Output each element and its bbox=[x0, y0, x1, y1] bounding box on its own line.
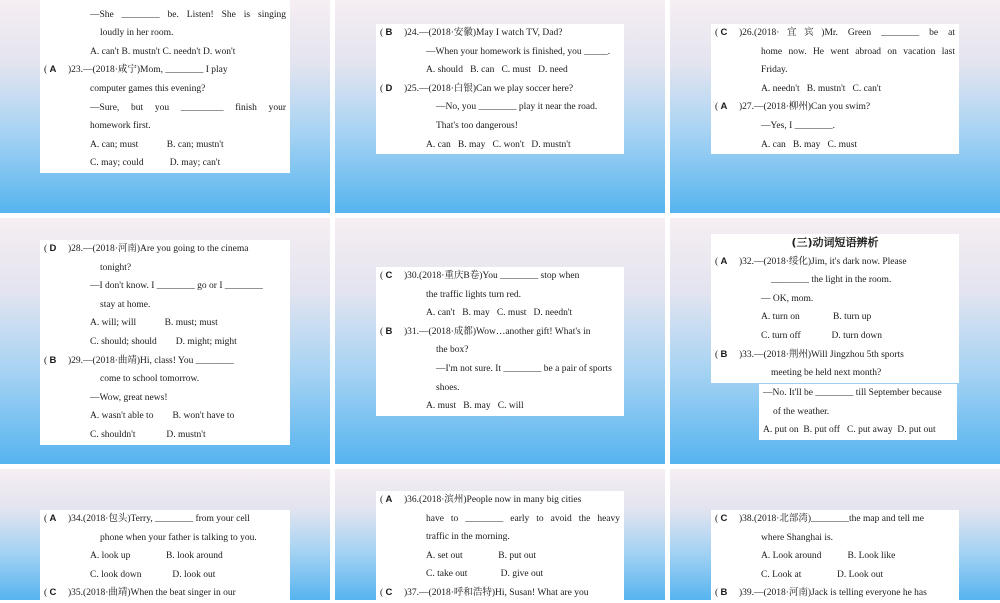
question-line bbox=[376, 379, 624, 398]
question-line bbox=[711, 346, 959, 365]
question-line bbox=[376, 98, 624, 117]
answer-bracket: ( B bbox=[715, 348, 728, 360]
question-line bbox=[711, 529, 959, 548]
answer-bracket: ( C bbox=[380, 270, 393, 281]
question-text: )36.(2018·滨州)People now in many big cities bbox=[404, 495, 582, 505]
options-line bbox=[40, 136, 290, 155]
answer-bracket: ( D bbox=[380, 82, 393, 94]
question-text: )23.—(2018·咸宁)Mom, ________ I play bbox=[68, 65, 228, 76]
options-text: A. can; must B. can; mustn't bbox=[90, 139, 224, 150]
options-line bbox=[40, 426, 290, 445]
question-text: )28.—(2018·河南)Are you going to the cinema bbox=[68, 244, 249, 254]
question-text: )38.(2018·北部湾)________the map and tell me bbox=[739, 514, 924, 524]
question-card bbox=[711, 234, 959, 383]
question-text: homework first. bbox=[90, 121, 151, 132]
question-line bbox=[376, 528, 624, 547]
question-text: shoes. bbox=[436, 382, 460, 393]
question-line bbox=[376, 43, 624, 62]
question-text: )37.—(2018·呼和浩特)Hi, Susan! What are you bbox=[404, 587, 589, 598]
question-text: home now. He went abroad on vacation last bbox=[761, 46, 955, 57]
answer-bracket: ( A bbox=[715, 101, 728, 113]
question-text: phone when your father is talking to you. bbox=[100, 532, 257, 543]
question-line bbox=[711, 290, 959, 309]
answer-bracket: ( C bbox=[380, 586, 393, 598]
question-line bbox=[376, 24, 624, 43]
question-text: —Sure, but you _________ finish your bbox=[90, 102, 286, 113]
question-text: )24.—(2018·安徽)May I watch TV, Dad? bbox=[404, 28, 563, 38]
question-line bbox=[40, 529, 290, 548]
options-text: A. put on B. put off C. put away D. put out bbox=[763, 425, 936, 436]
question-text: )26.(2018·宜宾)Mr. Green ________ be at bbox=[739, 28, 955, 38]
question-card bbox=[40, 240, 290, 445]
options-text: C. should; should D. might; might bbox=[90, 336, 237, 347]
question-line bbox=[711, 271, 959, 290]
options-line bbox=[711, 80, 959, 99]
question-line bbox=[711, 61, 959, 80]
options-text: A. can't B. mustn't C. needn't D. won't bbox=[90, 46, 236, 57]
question-text: )29.—(2018·曲靖)Hi, class! You ________ bbox=[68, 355, 234, 366]
options-line bbox=[40, 407, 290, 426]
answer-letter: A bbox=[49, 513, 57, 524]
question-line bbox=[40, 117, 290, 136]
answer-letter: B bbox=[385, 325, 393, 337]
question-text: )35.(2018·曲靖)When the beat singer in our bbox=[68, 588, 236, 599]
question-text: ________ the light in the room. bbox=[771, 275, 892, 286]
answer-letter: A bbox=[720, 101, 728, 113]
options-text: A. should B. can C. must D. need bbox=[426, 65, 568, 76]
question-line bbox=[376, 341, 624, 360]
section-title: (三)动词短语辨析 bbox=[791, 236, 879, 249]
question-line bbox=[711, 117, 959, 136]
answer-bracket: ( B bbox=[715, 587, 728, 599]
answer-letter: B bbox=[720, 587, 728, 599]
options-line bbox=[40, 43, 290, 62]
slide-thumbnail-9[interactable] bbox=[670, 469, 1000, 600]
options-line bbox=[711, 136, 959, 155]
question-card bbox=[376, 267, 624, 416]
answer-bracket: ( B bbox=[44, 354, 57, 366]
question-text: )33.—(2018·荆州)Will Jingzhou 5th sports bbox=[739, 349, 904, 360]
options-text: C. turn off D. turn down bbox=[761, 330, 882, 341]
options-text: C. may; could D. may; can't bbox=[90, 158, 221, 169]
options-text: A. can't B. may C. must D. needn't bbox=[426, 308, 573, 319]
question-line bbox=[40, 24, 290, 43]
question-text: — OK, mom. bbox=[761, 293, 814, 304]
options-text: A. will; will B. must; must bbox=[90, 318, 218, 329]
question-line bbox=[376, 491, 624, 510]
answer-bracket: ( C bbox=[44, 587, 57, 599]
question-line bbox=[40, 6, 290, 25]
question-text: )25.—(2018·白银)Can we play soccer here? bbox=[404, 83, 574, 94]
answer-bracket: ( B bbox=[380, 27, 393, 38]
options-text: A. can B. may C. must bbox=[761, 139, 858, 150]
question-line bbox=[759, 403, 957, 422]
question-line bbox=[40, 80, 290, 99]
answer-letter: B bbox=[720, 348, 728, 360]
question-text: )32.—(2018·绥化)Jim, it's dark now. Please bbox=[739, 256, 907, 267]
question-text: —She ________ be. Listen! She is singing bbox=[90, 9, 286, 20]
question-text: tonight? bbox=[100, 262, 132, 273]
question-text: loudly in her room. bbox=[100, 28, 174, 39]
question-line bbox=[759, 384, 957, 403]
options-line bbox=[40, 314, 290, 333]
answer-letter: C bbox=[720, 513, 728, 524]
question-text: —Wow, great news! bbox=[90, 392, 168, 403]
question-line bbox=[711, 43, 959, 62]
question-line bbox=[376, 80, 624, 99]
question-card bbox=[40, 510, 290, 603]
question-line bbox=[40, 99, 290, 118]
answer-letter: D bbox=[49, 243, 57, 254]
answer-bracket: ( B bbox=[380, 325, 393, 337]
question-text: traffic in the morning. bbox=[426, 532, 510, 543]
answer-letter: C bbox=[385, 270, 393, 281]
options-text: C. Look at D. Look out bbox=[761, 569, 884, 580]
question-text: —I'm not sure. It ________ be a pair of sports bbox=[436, 363, 612, 374]
question-line bbox=[40, 389, 290, 408]
slide-thumbnail-7[interactable] bbox=[0, 469, 330, 600]
question-text: computer games this evening? bbox=[90, 83, 206, 94]
answer-letter: B bbox=[49, 354, 57, 366]
options-text: A. turn on B. turn up bbox=[761, 312, 872, 323]
question-line bbox=[376, 323, 624, 342]
question-text: )31.—(2018·成都)Wow…another gift! What's in bbox=[404, 326, 591, 337]
question-line bbox=[711, 364, 959, 383]
options-text: A. set out B. put out bbox=[426, 550, 537, 561]
question-line bbox=[40, 61, 290, 80]
answer-bracket: ( A bbox=[44, 513, 57, 524]
question-text: where Shanghai is. bbox=[761, 532, 834, 543]
question-line bbox=[376, 584, 624, 603]
answer-bracket: ( C bbox=[715, 27, 728, 38]
slide-thumbnail-5[interactable] bbox=[335, 218, 665, 464]
question-card bbox=[711, 24, 959, 154]
options-line bbox=[40, 154, 290, 173]
question-text: the traffic lights turn red. bbox=[426, 289, 522, 300]
question-text: —Yes, I ________. bbox=[761, 120, 835, 131]
options-line bbox=[376, 304, 624, 323]
question-line bbox=[40, 259, 290, 278]
answer-letter: B bbox=[385, 27, 393, 38]
options-line bbox=[711, 308, 959, 327]
question-line bbox=[40, 240, 290, 259]
question-card bbox=[376, 491, 624, 603]
question-line bbox=[40, 370, 290, 389]
answer-letter: C bbox=[385, 586, 393, 598]
question-card bbox=[711, 510, 959, 603]
options-text: A. needn't B. mustn't C. can't bbox=[761, 83, 882, 94]
slide-thumbnail-8[interactable] bbox=[335, 469, 665, 600]
options-line bbox=[376, 397, 624, 416]
options-text: C. look down D. look out bbox=[90, 569, 216, 580]
slide-thumbnail-2[interactable] bbox=[335, 0, 665, 213]
question-text: )39.—(2018·河南)Jack is telling everyone he has bbox=[739, 588, 927, 599]
question-line bbox=[376, 117, 624, 136]
question-text: —No. It'll be ________ till September because bbox=[763, 388, 942, 398]
question-line bbox=[40, 296, 290, 315]
answer-letter: D bbox=[385, 82, 393, 94]
options-line bbox=[376, 61, 624, 80]
options-line bbox=[376, 136, 624, 155]
answer-letter: A bbox=[385, 494, 393, 505]
question-text: have to ________ early to avoid the heavy bbox=[426, 513, 620, 524]
slide-thumbnail-6[interactable] bbox=[670, 218, 1000, 464]
question-text: Friday. bbox=[761, 65, 788, 76]
question-line bbox=[376, 286, 624, 305]
answer-letter: C bbox=[720, 27, 728, 38]
question-line bbox=[376, 267, 624, 286]
question-text: )34.(2018·包头)Terry, ________ from your cell bbox=[68, 514, 250, 524]
question-line bbox=[711, 253, 959, 272]
options-text: A. wasn't able to B. won't have to bbox=[90, 411, 235, 422]
question-line bbox=[40, 352, 290, 371]
question-line bbox=[711, 24, 959, 43]
slide-thumbnail-3[interactable] bbox=[670, 0, 1000, 213]
options-line bbox=[711, 547, 959, 566]
question-line bbox=[376, 360, 624, 379]
question-text: meeting be held next month? bbox=[771, 368, 882, 379]
slide-thumbnail-4[interactable] bbox=[0, 218, 330, 464]
options-line bbox=[711, 566, 959, 585]
question-text: of the weather. bbox=[773, 406, 830, 417]
question-card bbox=[40, 0, 290, 173]
question-text: the box? bbox=[436, 345, 469, 356]
options-line bbox=[759, 421, 957, 440]
slide-thumbnail-1[interactable] bbox=[0, 0, 330, 213]
options-text: C. take out D. give out bbox=[426, 569, 544, 580]
question-text: come to school tomorrow. bbox=[100, 374, 200, 385]
options-line bbox=[376, 565, 624, 584]
question-text: )27.—(2018·柳州)Can you swim? bbox=[739, 102, 871, 113]
options-text: A. look up B. look around bbox=[90, 551, 223, 562]
question-text: —I don't know. I ________ go or I ________ bbox=[90, 281, 263, 292]
options-text: C. shouldn't D. mustn't bbox=[90, 429, 206, 440]
question-line bbox=[711, 584, 959, 603]
options-text: A. can B. may C. won't D. mustn't bbox=[426, 139, 571, 150]
answer-letter: A bbox=[720, 255, 728, 267]
options-line bbox=[40, 547, 290, 566]
options-line bbox=[376, 547, 624, 566]
question-card-continued bbox=[759, 384, 957, 440]
options-line bbox=[40, 333, 290, 352]
answer-bracket: ( A bbox=[380, 494, 393, 505]
question-text: )30.(2018·重庆B卷)You ________ stop when bbox=[404, 271, 580, 281]
answer-bracket: ( D bbox=[44, 243, 57, 254]
question-card bbox=[376, 24, 624, 154]
question-line bbox=[40, 510, 290, 529]
question-line bbox=[711, 510, 959, 529]
question-line bbox=[40, 584, 290, 603]
question-line bbox=[40, 277, 290, 296]
question-text: —No, you ________ play it near the road. bbox=[436, 102, 598, 113]
options-text: A. must B. may C. will bbox=[426, 401, 524, 412]
question-line bbox=[376, 510, 624, 529]
answer-bracket: ( C bbox=[715, 513, 728, 524]
question-text: That's too dangerous! bbox=[436, 120, 518, 131]
options-line bbox=[40, 566, 290, 585]
options-line bbox=[711, 327, 959, 346]
question-line bbox=[711, 98, 959, 117]
answer-letter: A bbox=[49, 64, 57, 76]
question-text: —When your homework is finished, you _____. bbox=[426, 46, 611, 57]
answer-bracket: ( A bbox=[44, 64, 57, 76]
options-text: A. Look around B. Look like bbox=[761, 551, 896, 562]
question-text: stay at home. bbox=[100, 299, 151, 310]
answer-letter: C bbox=[49, 587, 57, 599]
answer-bracket: ( A bbox=[715, 255, 728, 267]
